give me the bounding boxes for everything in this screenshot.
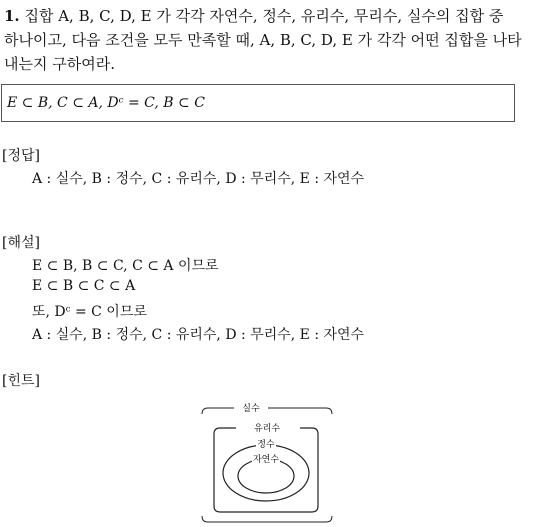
integer-set-label: 정수	[257, 440, 275, 450]
number-set-diagram	[196, 398, 338, 526]
real-set-boundary-bottom	[202, 516, 332, 522]
solution-line-3: 또, Dᶜ = C 이므로	[32, 304, 147, 320]
real-set-boundary-top-left	[202, 408, 234, 414]
question-line-2: 하나이고, 다음 조건을 모두 만족할 때, A, B, C, D, E 가 각각 어떤 집합을 나타	[4, 31, 522, 49]
question-text-1: 집합 A, B, C, D, E 가 각각 자연수, 정수, 유리수, 무리수, 실수의 집합 중	[24, 7, 504, 25]
answer-text: A : 실수, B : 정수, C : 유리수, D : 무리수, E : 자연수	[32, 171, 365, 187]
condition-text: E ⊂ B, C ⊂ A, Dᶜ = C, B ⊂ C	[7, 95, 205, 111]
solution-line-4: A : 실수, B : 정수, C : 유리수, D : 무리수, E : 자연수	[32, 327, 365, 343]
question-line-1	[4, 6, 503, 26]
question-line-3: 내는지 구하여라.	[4, 55, 115, 73]
hint-label: [힌트]	[2, 373, 40, 389]
solution-line-1: E ⊂ B, B ⊂ C, C ⊂ A 이므로	[32, 258, 219, 274]
solution-label: [해설]	[2, 235, 40, 251]
natural-set-label: 자연수	[252, 455, 280, 465]
real-set-boundary-top-right	[268, 408, 332, 414]
real-set-label: 실수	[242, 404, 260, 414]
rational-set-label: 유리수	[253, 424, 281, 434]
question-number: 1.	[4, 7, 20, 25]
solution-line-2: E ⊂ B ⊂ C ⊂ A	[32, 278, 136, 294]
answer-label: [정답]	[2, 148, 40, 164]
